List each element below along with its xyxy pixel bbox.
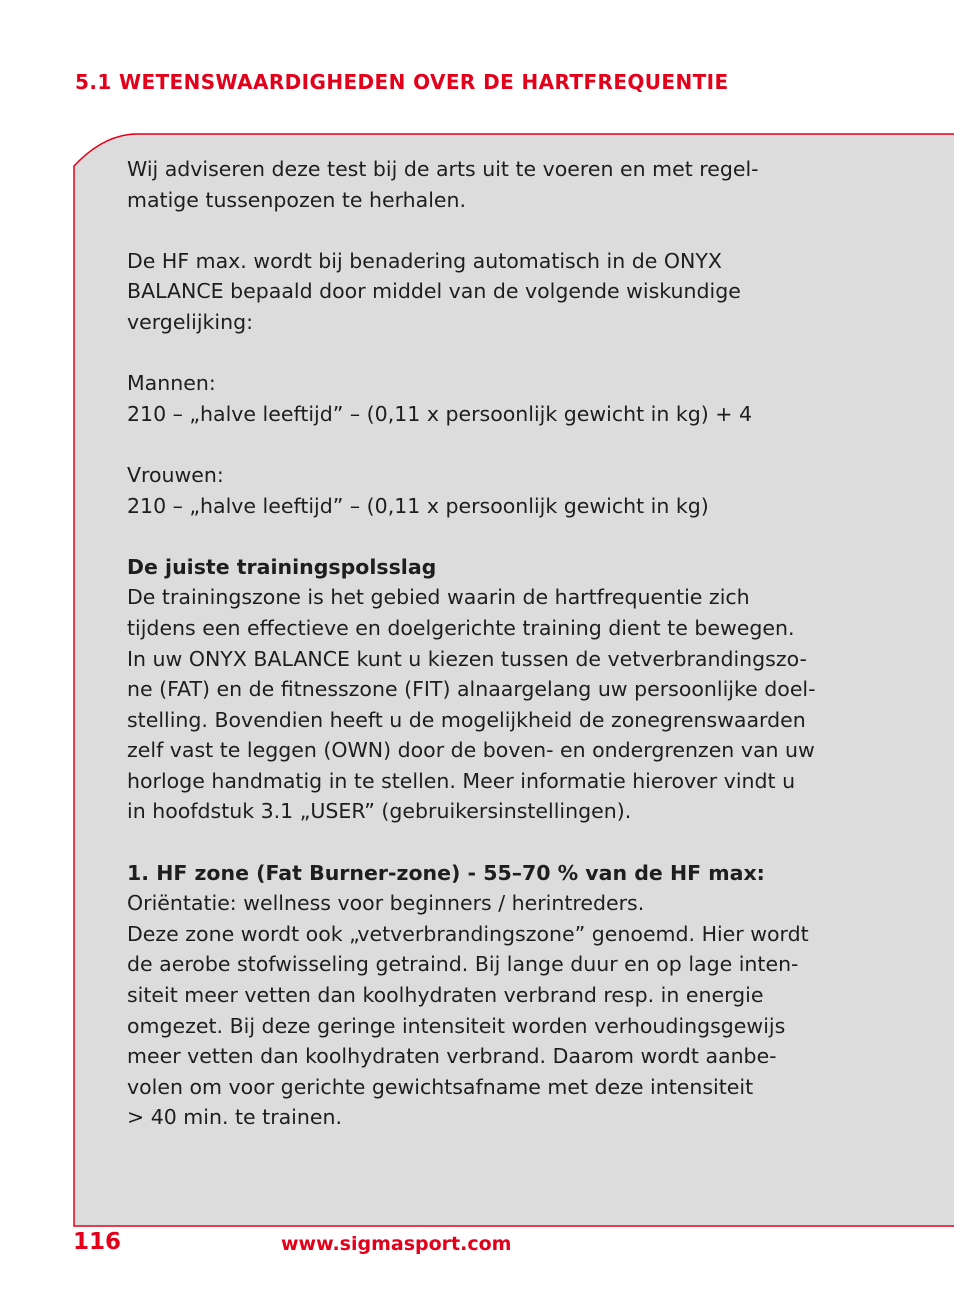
text-line: horloge handmatig in te stellen. Meer informatie hierover vindt u [127,768,796,793]
text-line: meer vetten dan koolhydraten verbrand. Daarom wordt aanbe- [127,1044,777,1069]
text-line: De HF max. wordt bij benadering automatisch in de ONYX [127,248,722,273]
men-formula: 210 – „halve leeftijd” – (0,11 x persoonlijk gewicht in kg) + 4 [127,401,752,426]
women-label: Vrouwen: [127,462,224,487]
text-line: Wij adviseren deze test bij de arts uit te voeren en met regel- [127,157,759,181]
text-line: De trainingszone is het gebied waarin de hartfrequentie zich [127,585,750,610]
page-number: 116 [73,1229,122,1255]
text-line: Oriëntatie: wellness voor beginners / herintreders. [127,891,645,916]
text-line: omgezet. Bij deze geringe intensiteit worden verhoudingsgewijs [127,1013,786,1038]
text-line: vergelijking: [127,309,254,334]
training-heading: De juiste trainingspolsslag [127,554,437,579]
text-line: BALANCE bepaald door middel van de volgende wiskundige [127,279,741,304]
zone-heading: 1. HF zone (Fat Burner-zone) - 55–70 % van de HF max: [127,860,765,885]
text-line: in hoofdstuk 3.1 „USER” (gebruikersinstellingen). [127,799,632,824]
women-formula: 210 – „halve leeftijd” – (0,11 x persoonlijk gewicht in kg) [127,493,709,518]
text-line: siteit meer vetten dan koolhydraten verbrand resp. in energie [127,983,764,1008]
text-line: de aerobe stofwisseling getraind. Bij lange duur en op lage inten- [127,952,799,977]
text-line: zelf vast te leggen (OWN) door de boven- en ondergrenzen van uw [127,738,815,763]
men-label: Mannen: [127,371,216,396]
text-line: tijdens een effectieve en doelgerichte training dient te bewegen. [127,615,795,640]
section-title: 5.1 WETENSWAARDIGHEDEN OVER DE HARTFREQUENTIE [75,70,729,94]
text-line: volen om voor gerichte gewichtsafname met deze intensiteit [127,1074,754,1099]
text-line: ne (FAT) en de fitnesszone (FIT) alnaargelang uw persoonlijke doel- [127,677,816,702]
text-line: stelling. Bovendien heeft u de mogelijkheid de zonegrenswaarden [127,707,806,732]
body-text [127,154,847,1133]
text-line: Deze zone wordt ook „vetverbrandingszone” genoemd. Hier wordt [127,921,809,946]
website-link[interactable]: www.sigmasport.com [281,1233,512,1255]
text-line: > 40 min. te trainen. [127,1105,342,1130]
text-line: In uw ONYX BALANCE kunt u kiezen tussen de vetverbrandingszo- [127,646,807,671]
text-line: matige tussenpozen te herhalen. [127,187,467,212]
